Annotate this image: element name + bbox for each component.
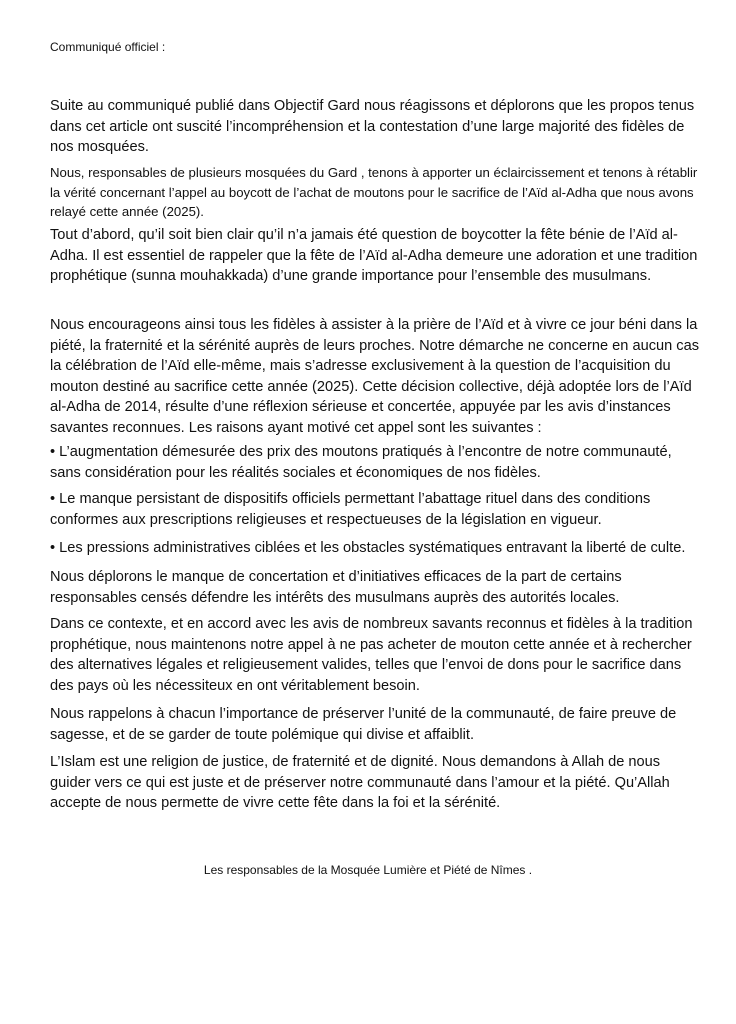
paragraph-intro: Suite au communiqué publié dans Objectif Gard nous réagissons et déplorons que les propos tenus dans cet article ont suscité l’incompréhension et la contestation d’une large majorité des fidèles de nos mosquées. (50, 98, 695, 155)
paragraph-aid-celebration: Tout d’abord, qu’il soit bien clair qu’il n’a jamais été question de boycotter la fête bénie de l’Aïd al-Adha. Il est essentiel de rappeler que la fête de l’Aïd al-Adha demeure une adoration et une tradition prophétique (sunna mouhakkada) d’une grande importance pour l’ensemble des musulmans. (50, 227, 698, 284)
paragraph-islam-justice: L’Islam est une religion de justice, de fraternité et de dignité. Nous demandons à Allah de nous guider vers ce qui est juste et de préserver notre communauté dans l’amour et la piété. Qu’Allah accepte de nous permette de vivre cette fête dans la foi et la sérénité. (50, 754, 670, 811)
signature-line: Les responsables de la Mosquée Lumière et Piété de Nîmes . (203, 863, 533, 877)
paragraph-context: Dans ce contexte, et en accord avec les avis de nombreux savants reconnus et fidèles à la tradition prophétique, nous maintenons notre appel à ne pas acheter de mouton cette année et à rechercher des alternatives légales et religieusement valides, telles que l’envoi de dons pour le sacrifice dans des pays où les nécessiteux en ont véritablement besoin. (50, 616, 693, 694)
paragraph-encouragement: Nous encourageons ainsi tous les fidèles à assister à la prière de l’Aïd et à vivre ce jour béni dans la piété, la fraternité et la sérénité auprès de leurs proches. Notre démarche ne concerne en aucun cas la célébration de l’Aïd elle-même, mais s’adresse exclusivement à la question de l’acquisition du mouton destiné au sacrifice cette année (2025). Cette décision collective, déjà adoptée lors de l’Aïd al-Adha de 2014, résulte d’une réflexion sérieuse et concertée, appuyée par les avis d’instances savantes reconnues. Les raisons ayant motivé cet appel sont les suivantes : (50, 317, 699, 436)
bullet-administrative-pressure: • Les pressions administratives ciblées et les obstacles systématiques entravant la liberté de culte. (50, 540, 686, 556)
bullet-ritual-slaughter: • Le manque persistant de dispositifs officiels permettant l’abattage rituel dans des conditions conformes aux prescriptions religieuses et respectueuses de la législation en vigueur. (50, 491, 651, 528)
paragraph-lack-of-consultation: Nous déplorons le manque de concertation et d’initiatives efficaces de la part de certains responsables censés défendre les intérêts des musulmans auprès des autorités locales. (50, 569, 622, 606)
bullet-price-increase: • L’augmentation démesurée des prix des moutons pratiqués à l’encontre de notre communauté, sans considération pour les réalités sociales et économiques de nos fidèles. (50, 444, 672, 481)
paragraph-clarification: Nous, responsables de plusieurs mosquées du Gard , tenons à apporter un éclaircissement et tenons à rétablir la vérité concernant l’appel au boycott de l’achat de moutons pour le sacrifice de l’Aïd al-Adha que nous avons relayé cette année (2025). (50, 165, 698, 219)
paragraph-unity: Nous rappelons à chacun l’importance de préserver l’unité de la communauté, de faire preuve de sagesse, et de se garder de toute polémique qui divise et affaiblit. (50, 706, 677, 743)
document-heading: Communiqué officiel : (50, 40, 166, 54)
